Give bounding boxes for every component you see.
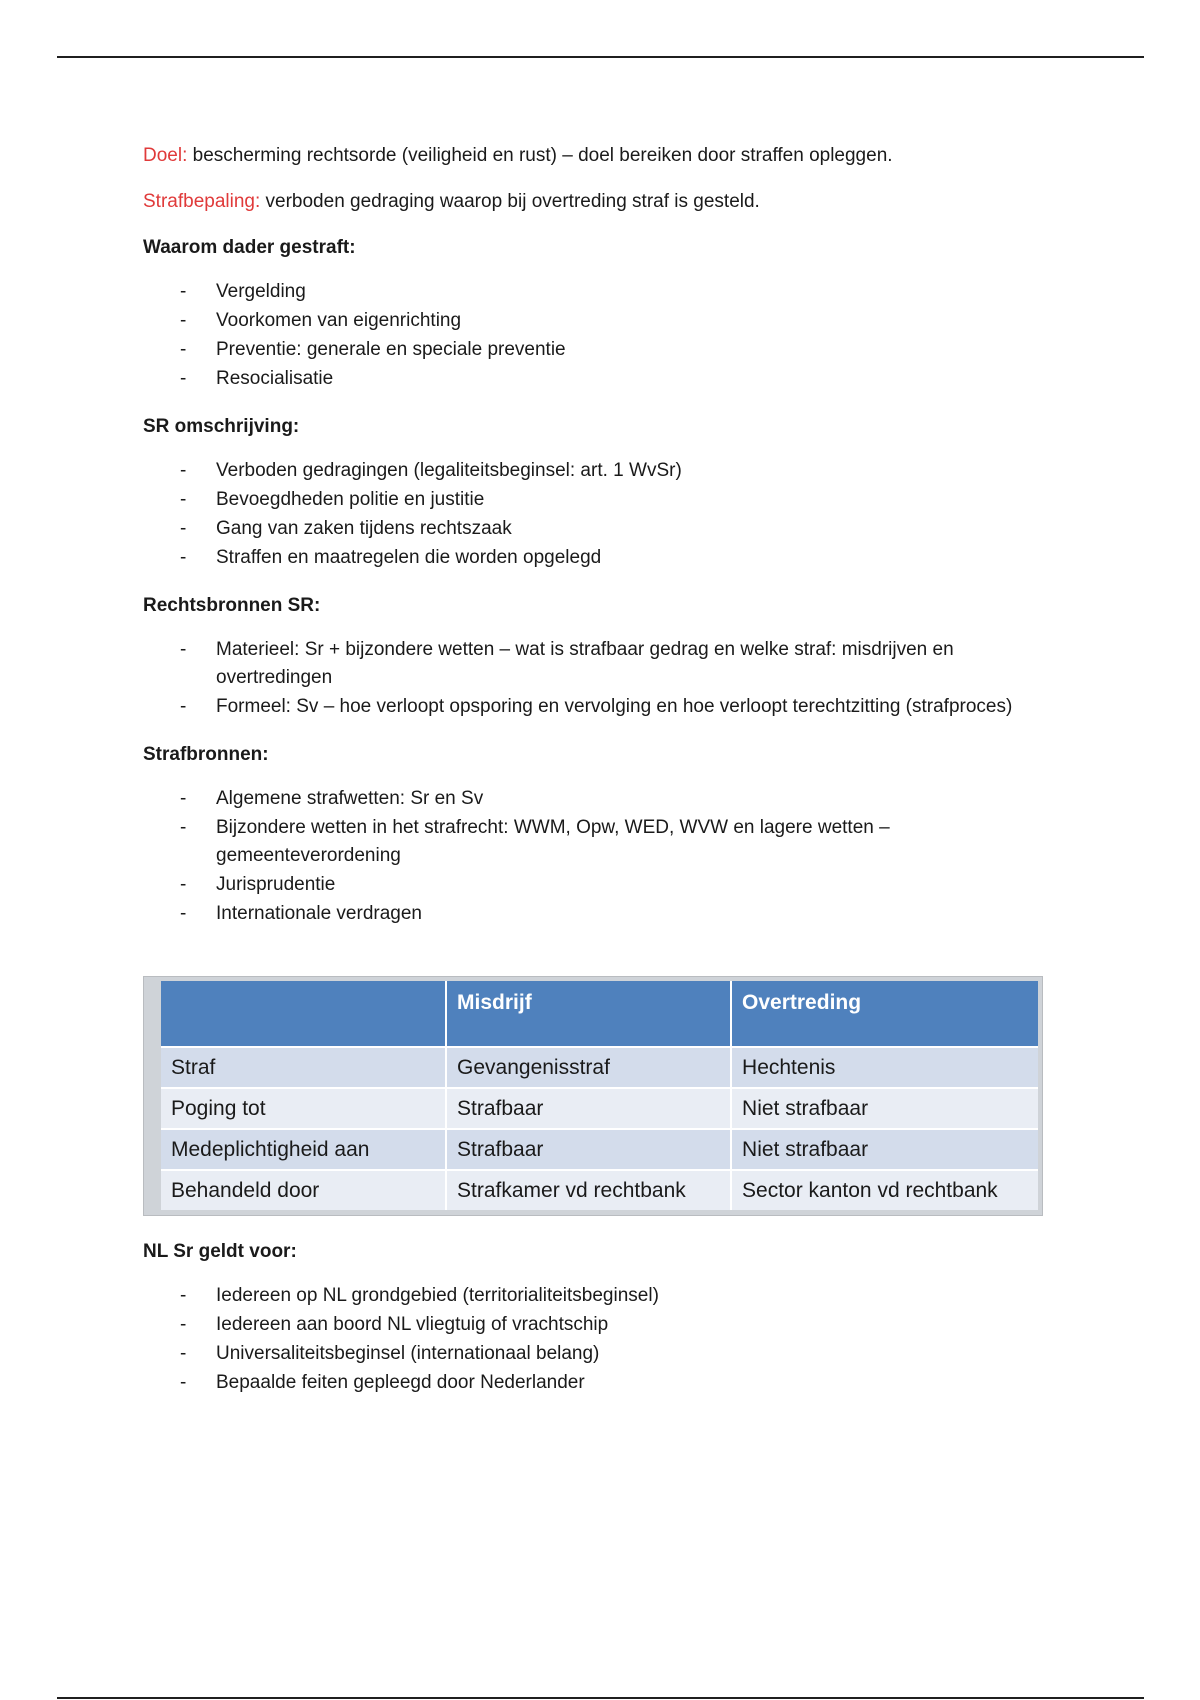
dash-bullet: - — [180, 1343, 187, 1364]
table-cell: Straf — [161, 1047, 446, 1088]
table-header-cell: Overtreding — [731, 981, 1038, 1047]
list-item-text: Universaliteitsbeginsel (internationaal belang) — [216, 1343, 600, 1364]
dash-bullet: - — [180, 547, 187, 568]
dash-bullet: - — [180, 368, 187, 389]
list-item-text: Iedereen aan boord NL vliegtuig of vrachtschip — [216, 1314, 609, 1335]
list-item — [143, 693, 1063, 721]
table-header-cell: Misdrijf — [446, 981, 731, 1047]
table-cell: Strafkamer vd rechtbank — [446, 1170, 731, 1210]
list-item-text: Vergelding — [216, 281, 306, 302]
dash-bullet: - — [180, 874, 187, 895]
list-item — [143, 1340, 1063, 1368]
list-item — [143, 278, 1063, 306]
dash-bullet: - — [180, 788, 187, 809]
table-cell: Strafbaar — [446, 1088, 731, 1129]
strafbepaling-label: Strafbepaling: — [143, 191, 261, 212]
section-heading: Strafbronnen: — [143, 744, 269, 765]
list-item — [143, 900, 1063, 928]
list-item-text: Gang van zaken tijdens rechtszaak — [216, 518, 512, 539]
list-item-text: Resocialisatie — [216, 368, 334, 389]
section-list — [143, 636, 1063, 721]
dash-bullet: - — [180, 817, 187, 838]
table-header-row — [161, 981, 1038, 1047]
table-cell: Niet strafbaar — [731, 1088, 1038, 1129]
dash-bullet: - — [180, 1285, 187, 1306]
list-item — [143, 544, 1063, 572]
section-list — [143, 457, 1063, 572]
table-cell: Medeplichtigheid aan — [161, 1129, 446, 1170]
dash-bullet: - — [180, 1372, 187, 1393]
strafbepaling-text: verboden gedraging waarop bij overtreding straf is gesteld. — [260, 191, 760, 212]
list-item-text: Bevoegdheden politie en justitie — [216, 489, 485, 510]
section-heading: SR omschrijving: — [143, 416, 300, 437]
list-item — [143, 486, 1063, 514]
table-cell: Gevangenisstraf — [446, 1047, 731, 1088]
table-header-cell — [161, 981, 446, 1047]
list-item-text: Iedereen op NL grondgebied (territorialiteitsbeginsel) — [216, 1285, 659, 1306]
list-item — [143, 1282, 1063, 1310]
table-cell: Niet strafbaar — [731, 1129, 1038, 1170]
section-list — [143, 278, 1063, 393]
bottom-rule — [57, 1697, 1144, 1699]
comparison-table-frame — [143, 976, 1043, 1216]
final-section-heading: NL Sr geldt voor: — [143, 1241, 297, 1262]
dash-bullet: - — [180, 696, 187, 717]
doel-text: bescherming rechtsorde (veiligheid en rust) – doel bereiken door straffen opleggen. — [187, 145, 893, 166]
comparison-table — [161, 981, 1038, 1210]
list-item — [143, 365, 1063, 393]
list-item-text: Algemene strafwetten: Sr en Sv — [216, 788, 484, 809]
list-item-text: Bijzondere wetten in het strafrecht: WWM, Opw, WED, WVW en lagere wetten – gemeenteverordening — [216, 817, 890, 866]
section-list — [143, 785, 1063, 928]
doel-label: Doel: — [143, 145, 188, 166]
list-item-text: Internationale verdragen — [216, 903, 422, 924]
dash-bullet: - — [180, 1314, 187, 1335]
list-item — [143, 336, 1063, 364]
list-item — [143, 307, 1063, 335]
list-item-text: Materieel: Sr + bijzondere wetten – wat is strafbaar gedrag en welke straf: misdrijven en overtredingen — [216, 639, 954, 688]
table-cell: Behandeld door — [161, 1170, 446, 1210]
list-item — [143, 636, 1063, 692]
strafbepaling-paragraph — [143, 188, 1063, 216]
list-item — [143, 1369, 1063, 1397]
list-item — [143, 457, 1063, 485]
dash-bullet: - — [180, 489, 187, 510]
list-item — [143, 1311, 1063, 1339]
table-cell: Hechtenis — [731, 1047, 1038, 1088]
section-heading: Rechtsbronnen SR: — [143, 595, 321, 616]
sections-container — [143, 234, 1063, 928]
table-cell: Poging tot — [161, 1088, 446, 1129]
list-item — [143, 785, 1063, 813]
list-item — [143, 515, 1063, 543]
doel-paragraph — [143, 142, 1063, 170]
list-item-text: Straffen en maatregelen die worden opgelegd — [216, 547, 602, 568]
list-item-text: Verboden gedragingen (legaliteitsbeginsel: art. 1 WvSr) — [216, 460, 682, 481]
table-cell: Strafbaar — [446, 1129, 731, 1170]
list-item — [143, 814, 1063, 870]
document-body — [143, 142, 1063, 1417]
dash-bullet: - — [180, 903, 187, 924]
list-item-text: Jurisprudentie — [216, 874, 336, 895]
table-row — [161, 1047, 1038, 1088]
dash-bullet: - — [180, 339, 187, 360]
top-rule — [57, 56, 1144, 58]
dash-bullet: - — [180, 460, 187, 481]
list-item-text: Formeel: Sv – hoe verloopt opsporing en vervolging en hoe verloopt terechtzitting (strafproces) — [216, 696, 1013, 717]
list-item-text: Preventie: generale en speciale preventie — [216, 339, 566, 360]
table-row — [161, 1088, 1038, 1129]
section-heading: Waarom dader gestraft: — [143, 237, 356, 258]
list-item-text: Bepaalde feiten gepleegd door Nederlander — [216, 1372, 585, 1393]
list-item-text: Voorkomen van eigenrichting — [216, 310, 462, 331]
dash-bullet: - — [180, 281, 187, 302]
dash-bullet: - — [180, 310, 187, 331]
table-cell: Sector kanton vd rechtbank — [731, 1170, 1038, 1210]
list-item — [143, 871, 1063, 899]
table-row — [161, 1129, 1038, 1170]
table-row — [161, 1170, 1038, 1210]
dash-bullet: - — [180, 639, 187, 660]
final-section-list — [143, 1282, 1063, 1397]
dash-bullet: - — [180, 518, 187, 539]
